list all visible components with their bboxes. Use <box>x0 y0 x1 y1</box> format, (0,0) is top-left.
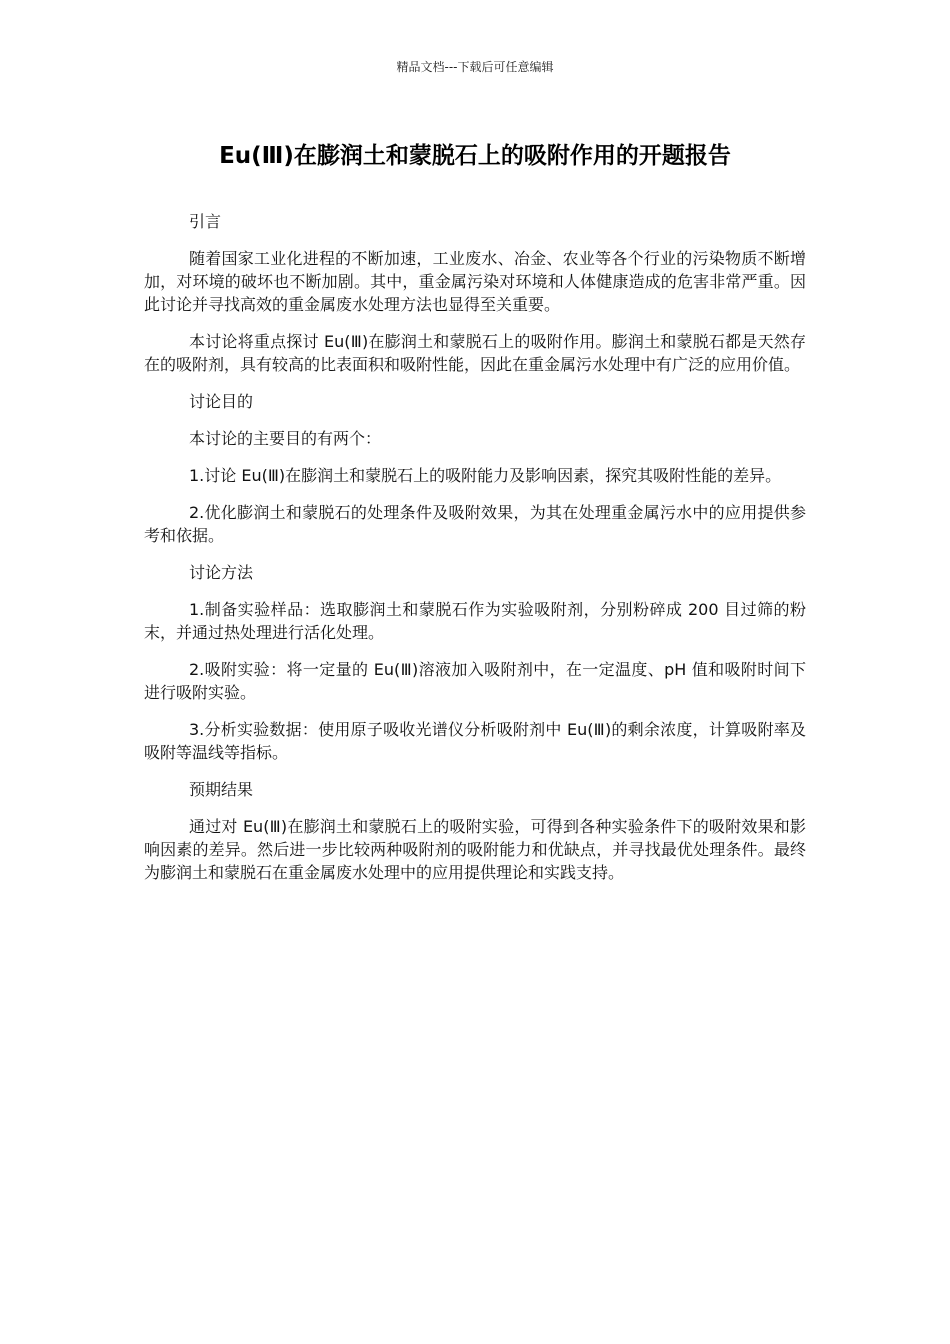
section-heading-purpose: 讨论目的 <box>189 392 254 411</box>
section-heading-introduction: 引言 <box>189 212 222 231</box>
purpose-item-2: 2.优化膨润土和蒙脱石的处理条件及吸附效果，为其在处理重金属污水中的应用提供参考和依据。 <box>144 503 806 545</box>
paragraph-background: 随着国家工业化进程的不断加速，工业废水、冶金、农业等各个行业的污染物质不断增加，对环境的破坏也不断加剧。其中，重金属污染对环境和人体健康造成的危害非常严重。因此讨论并寻找高效的重金属废水处理方法也显得至关重要。 <box>144 249 806 314</box>
section-heading-expected-results: 预期结果 <box>189 780 254 799</box>
document-body <box>144 210 806 898</box>
paragraph-purpose-intro: 本讨论的主要目的有两个： <box>189 429 382 448</box>
section-heading-methods: 讨论方法 <box>189 563 254 582</box>
paragraph-focus: 本讨论将重点探讨 Eu(Ⅲ)在膨润土和蒙脱石上的吸附作用。膨润土和蒙脱石都是天然存在的吸附剂，具有较高的比表面积和吸附性能，因此在重金属污水处理中有广泛的应用价值。 <box>144 332 806 374</box>
method-item-3: 3.分析实验数据：使用原子吸收光谱仪分析吸附剂中 Eu(Ⅲ)的剩余浓度，计算吸附率及吸附等温线等指标。 <box>144 720 806 762</box>
document-title: Eu(Ⅲ)在膨润土和蒙脱石上的吸附作用的开题报告 <box>219 143 731 169</box>
paragraph-expected-results: 通过对 Eu(Ⅲ)在膨润土和蒙脱石上的吸附实验，可得到各种实验条件下的吸附效果和影响因素的差异。然后进一步比较两种吸附剂的吸附能力和优缺点，并寻找最优处理条件。最终为膨润土和蒙脱石在重金属废水处理中的应用提供理论和实践支持。 <box>144 817 806 882</box>
header-note: 精品文档---下载后可任意编辑 <box>396 60 554 74</box>
purpose-item-1: 1.讨论 Eu(Ⅲ)在膨润土和蒙脱石上的吸附能力及影响因素，探究其吸附性能的差异。 <box>189 466 782 485</box>
method-item-1: 1.制备实验样品：选取膨润土和蒙脱石作为实验吸附剂，分别粉碎成 200 目过筛的粉末，并通过热处理进行活化处理。 <box>144 600 806 642</box>
method-item-2: 2.吸附实验：将一定量的 Eu(Ⅲ)溶液加入吸附剂中，在一定温度、pH 值和吸附时间下进行吸附实验。 <box>144 660 806 702</box>
